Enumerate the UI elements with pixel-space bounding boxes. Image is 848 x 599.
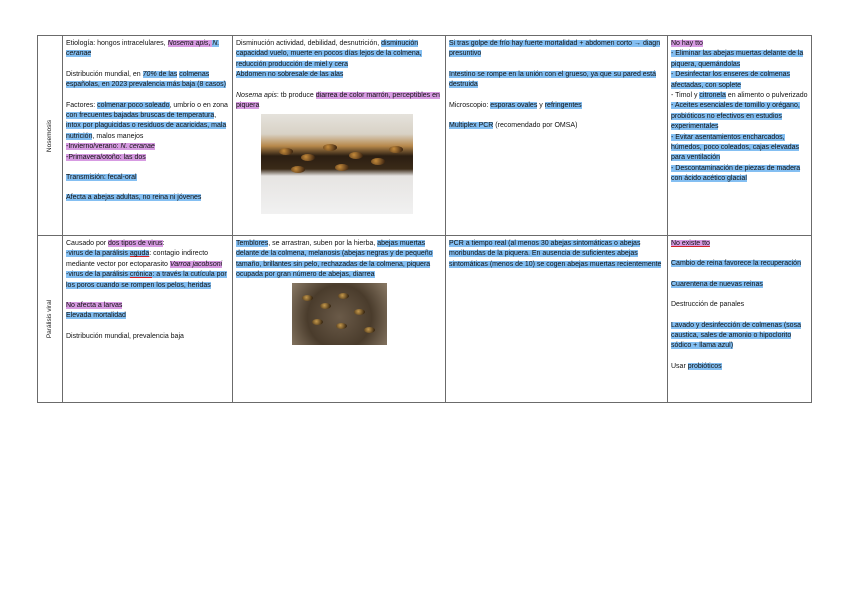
abdomen-text: Abdomen no sobresale de las alas	[236, 71, 344, 79]
diarrea-text: Nosema apis: tb produce diarrea de color marrón, perceptibles en piquera	[236, 91, 440, 110]
multiplex-text: Multiplex PCR (recomendado por OMSA)	[449, 122, 578, 130]
invierno-text: -Invierno/verano: N. ceranae	[66, 143, 155, 151]
primavera-text: -Primavera/otoño: las dos	[66, 153, 146, 161]
disease-table	[37, 35, 812, 403]
transmision-text: Transmisión: fecal-oral	[66, 174, 137, 182]
row-label-nosemosis: Nosemosis	[45, 119, 53, 152]
cell-symptoms: Temblores, se arrastran, suben por la hierba, abejas muertas delante de la colmena, melanosis (abejas negras y de pequeño tamaño, brillantes sin pelo, rechazadas de la colmena, piquera ocupada por gran número de abejas, diarrea	[233, 236, 446, 403]
afecta-text: Afecta a abejas adultas, no reina ni jóvenes	[66, 194, 202, 202]
distribucion-text: Distribución mundial, en 70% de las colmenas españolas, en 2023 prevalencia más baja (8 casos)	[66, 70, 226, 89]
row-header	[38, 236, 63, 403]
frio-text: Si tras golpe de frío hay fuerte mortalidad + abdomen corto → diagn presuntivo	[449, 40, 661, 58]
etiologia-text: Etiología: hongos intracelulares, Nosema apis, N. ceranae	[66, 40, 220, 58]
row-header	[38, 36, 63, 236]
no-hay-tto: No hay tto	[671, 40, 703, 47]
microscopio-text: Microscopio: esporas ovales y refringentes	[449, 101, 582, 109]
cell-etiology: Causado por dos tipos de virus: -virus de la parálisis aguda: contagio indirecto mediante vector por ectoparasito Varroa jacobsoni -virus de la parálisis crónica: a través la cutícula por los poros cuando se rompen los pelos, heridas No afecta a larvas Elevada mortalidad Distribución mundial, prevalencia baja	[63, 236, 233, 403]
cell-diagnosis: PCR a tiempo real (al menos 30 abejas sintomáticas o abejas moribundas de la piquera. En ausencia de suficientes abejas sintomáticas (menos de 10) se cogen abejas muertas recientemente	[446, 236, 668, 403]
cell-treatment: No existe tto Cambio de reina favorece la recuperación Cuarentena de nuevas reinas Destrucción de panales Lavado y desinfección de colmenas (sosa caustica, sales de amonio o hipoclorito sódico + llama azul) Usar probióticos	[668, 236, 812, 403]
cell-treatment: No hay tto - Eliminar las abejas muertas delante de la piquera, quemándolas - Desinfectar los enseres de colmenas afectadas, con soplete - Timol y citronela en alimento o pulverizado - Aceites esenciales de tomillo y orégano, probióticos no efectivos en estudios experimentales - Evitar asentamientos encharcados, húmedos, poco coleados, cajas elevadas para ventilación - Descontaminación de piezas de madera con ácido acético glacial	[668, 36, 812, 236]
cell-diagnosis	[446, 36, 668, 236]
hive-entrance-photo	[261, 114, 413, 214]
row-label-paralisis: Parálisis viral	[45, 299, 53, 339]
factores-text: Factores: colmenar poco soleado, umbrío o en zona con frecuentes bajadas bruscas de temperatura, intox por plaguicidas o residuos de acaricidas, mala nutrición, malos manejos	[66, 101, 228, 140]
intestino-text: Intestino se rompe en la unión con el grueso, ya que su pared está destruida	[449, 70, 657, 89]
table-row	[38, 236, 812, 403]
bees-cluster-photo	[292, 283, 387, 345]
cell-symptoms	[233, 36, 446, 236]
cell-etiology	[63, 36, 233, 236]
sintomas-text: Disminución actividad, debilidad, desnutrición, disminución capacidad vuelo, muerte en pocos días lejos de la colmena, reducción producción de miel y cera	[236, 40, 422, 68]
table-row	[38, 36, 812, 236]
